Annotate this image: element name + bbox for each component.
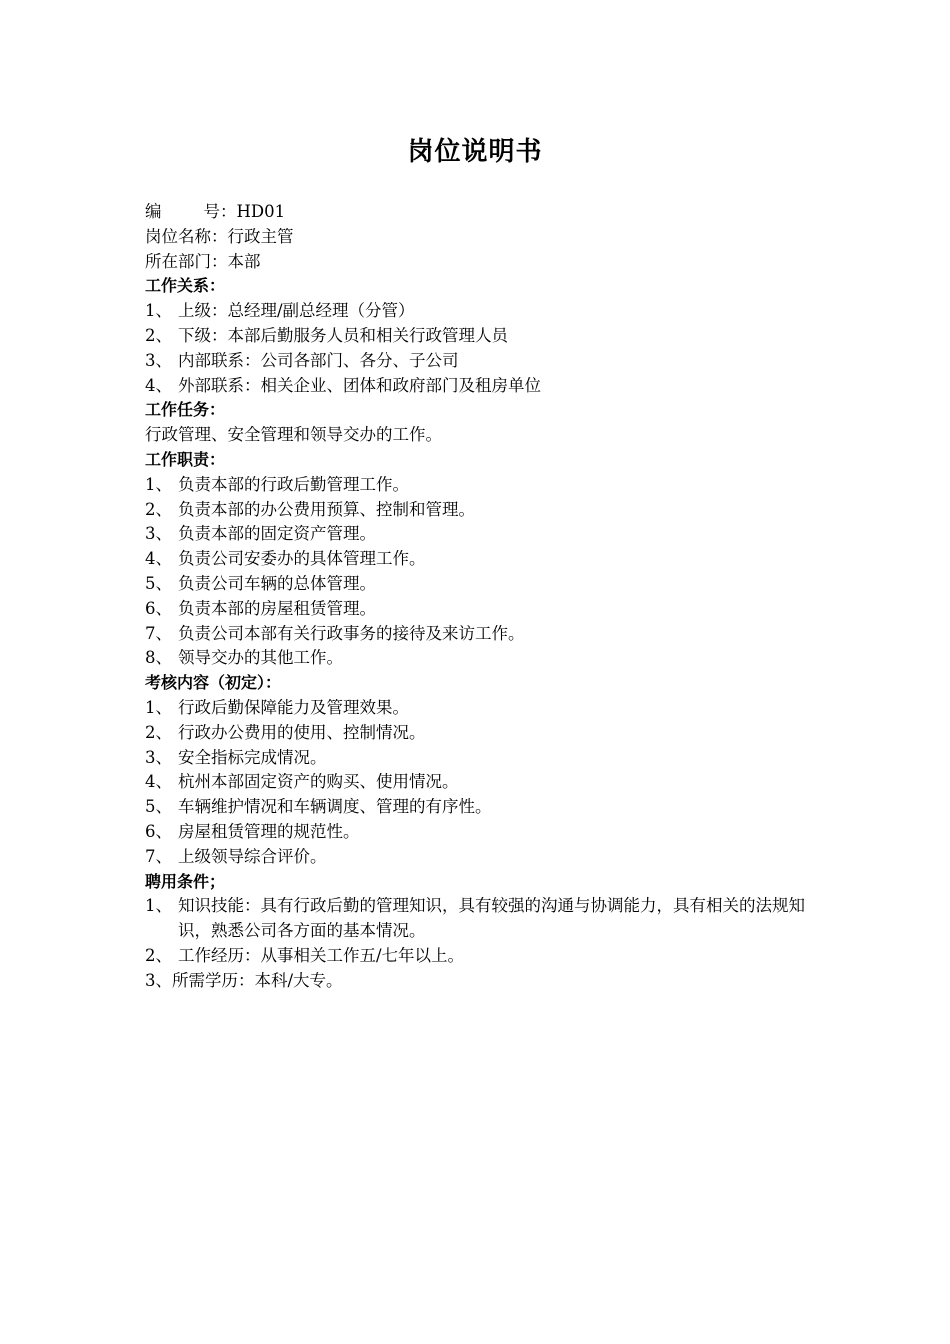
list-item-number: 2、 — [145, 499, 172, 519]
list-item-text: 房屋租赁管理的规范性。 — [178, 821, 360, 841]
code-line — [145, 200, 825, 225]
list-item-number: 7、 — [145, 846, 172, 866]
list-item — [145, 770, 825, 795]
list-item-text: 外部联系：相关企业、团体和政府部门及租房单位 — [178, 375, 541, 395]
list-item — [145, 324, 825, 349]
list-item-text: 负责本部的行政后勤管理工作。 — [178, 474, 409, 494]
list-item — [145, 299, 825, 324]
list-item — [145, 969, 825, 994]
list-item-number: 7、 — [145, 623, 172, 643]
list-item-text: 所需学历：本科/大专。 — [172, 970, 343, 990]
list-item — [145, 622, 825, 647]
list-item-number: 1、 — [145, 697, 172, 717]
list-item — [145, 746, 825, 771]
list-item-number: 5、 — [145, 797, 172, 817]
list-item-number: 6、 — [145, 821, 172, 841]
list-item-number: 4、 — [145, 375, 172, 395]
list-item-number: 5、 — [145, 573, 172, 593]
list-item-text: 负责公司本部有关行政事务的接待及来访工作。 — [178, 623, 525, 643]
list-item-number: 8、 — [145, 648, 172, 668]
list-item — [145, 696, 825, 721]
list-item-number: 1、 — [145, 896, 172, 916]
list-item — [145, 522, 825, 547]
list-item-number: 2、 — [145, 325, 172, 345]
hiring-heading: 聘用条件； — [145, 871, 226, 891]
list-item-number: 4、 — [145, 549, 172, 569]
list-item — [145, 820, 825, 845]
dept-line — [145, 250, 825, 275]
list-item — [145, 349, 825, 374]
list-item — [145, 894, 825, 944]
list-item-number: 3、 — [145, 350, 172, 370]
tasks-heading: 工作任务： — [145, 400, 226, 420]
list-item-text: 负责公司车辆的总体管理。 — [178, 573, 376, 593]
position-value: 行政主管 — [227, 226, 294, 246]
list-item-text: 负责公司安委办的具体管理工作。 — [178, 549, 426, 569]
list-item-text: 下级：本部后勤服务人员和相关行政管理人员 — [178, 325, 508, 345]
duties-heading: 工作职责： — [145, 449, 226, 469]
code-label-a: 编 — [145, 202, 162, 221]
position-label: 岗位名称： — [145, 226, 228, 246]
list-item — [145, 845, 825, 870]
document-body — [145, 200, 825, 994]
list-item — [145, 646, 825, 671]
list-item — [145, 374, 825, 399]
list-item-text: 安全指标完成情况。 — [178, 747, 327, 767]
list-item-number: 1、 — [145, 301, 172, 321]
list-item-text: 知识技能：具有行政后勤的管理知识，具有较强的沟通与协调能力，具有相关的法规知识，熟悉公司各方面的基本情况。 — [178, 896, 805, 941]
list-item-text: 上级领导综合评价。 — [178, 846, 327, 866]
tasks-text: 行政管理、安全管理和领导交办的工作。 — [145, 425, 442, 445]
list-item-number: 6、 — [145, 598, 172, 618]
list-item-text: 负责本部的房屋租赁管理。 — [178, 598, 376, 618]
list-item-text: 行政后勤保障能力及管理效果。 — [178, 697, 409, 717]
list-item — [145, 721, 825, 746]
list-item — [145, 572, 825, 597]
list-item-text: 行政办公费用的使用、控制情况。 — [178, 722, 426, 742]
list-item-text: 工作经历：从事相关工作五/七年以上。 — [178, 945, 465, 965]
list-item-text: 负责本部的办公费用预算、控制和管理。 — [178, 499, 475, 519]
list-item-text: 负责本部的固定资产管理。 — [178, 524, 376, 544]
dept-label: 所在部门： — [145, 251, 228, 271]
list-item-number: 2、 — [145, 945, 172, 965]
list-item-number: 3、 — [145, 747, 172, 767]
list-item-number: 4、 — [145, 772, 172, 792]
code-value: HD01 — [236, 202, 286, 221]
list-item-text: 车辆维护情况和车辆调度、管理的有序性。 — [178, 797, 492, 817]
code-label-b: 号： — [203, 202, 237, 221]
list-item — [145, 547, 825, 572]
list-item — [145, 795, 825, 820]
dept-value: 本部 — [227, 251, 261, 271]
list-item — [145, 944, 825, 969]
list-item-number: 1、 — [145, 474, 172, 494]
list-item-number: 3、 — [145, 524, 172, 544]
assessment-heading: 考核内容（初定）： — [145, 673, 282, 693]
position-line — [145, 225, 825, 250]
list-item-number: 3、 — [145, 970, 172, 990]
list-item-text: 内部联系：公司各部门、各分、子公司 — [178, 350, 459, 370]
list-item-number: 2、 — [145, 722, 172, 742]
list-item — [145, 597, 825, 622]
list-item-text: 上级：总经理/副总经理（分管） — [178, 301, 415, 321]
list-item — [145, 498, 825, 523]
page-title: 岗位说明书 — [407, 137, 543, 167]
list-item-text: 杭州本部固定资产的购买、使用情况。 — [178, 772, 459, 792]
list-item — [145, 473, 825, 498]
list-item-text: 领导交办的其他工作。 — [178, 648, 343, 668]
relations-heading: 工作关系： — [145, 276, 226, 296]
